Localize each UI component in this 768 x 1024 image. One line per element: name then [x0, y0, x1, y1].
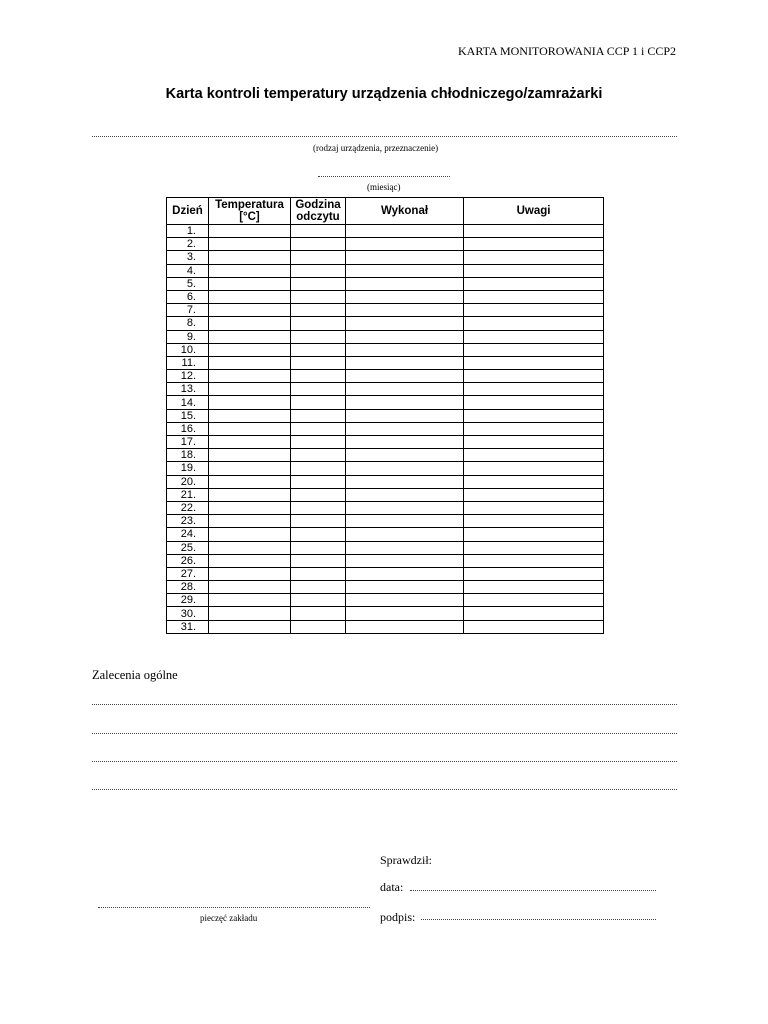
reading-time-cell[interactable] [291, 330, 346, 343]
temperature-cell[interactable] [209, 238, 291, 251]
month-field[interactable] [318, 176, 450, 177]
temperature-cell[interactable] [209, 475, 291, 488]
notes-cell[interactable] [464, 370, 604, 383]
table-row [167, 356, 604, 369]
performed-by-cell[interactable] [346, 594, 464, 607]
recommendations-line-3[interactable] [92, 761, 677, 762]
column-header-performed-by [346, 198, 464, 225]
day-cell: 13. [167, 383, 209, 396]
performed-by-cell[interactable] [346, 251, 464, 264]
reading-time-cell[interactable] [291, 409, 346, 422]
day-cell: 30. [167, 607, 209, 620]
table-row [167, 607, 604, 620]
recommendations-label: Zalecenia ogólne [92, 668, 178, 682]
day-cell: 16. [167, 422, 209, 435]
performed-by-cell[interactable] [346, 620, 464, 633]
column-header-day-label: Dzień [172, 205, 203, 217]
notes-cell[interactable] [464, 356, 604, 369]
performed-by-cell[interactable] [346, 488, 464, 501]
reading-time-cell[interactable] [291, 607, 346, 620]
temperature-cell[interactable] [209, 343, 291, 356]
performed-by-cell[interactable] [346, 541, 464, 554]
table-row [167, 343, 604, 356]
temperature-cell[interactable] [209, 383, 291, 396]
notes-cell[interactable] [464, 501, 604, 514]
notes-cell[interactable] [464, 620, 604, 633]
reading-time-cell[interactable] [291, 488, 346, 501]
performed-by-cell[interactable] [346, 567, 464, 580]
checked-by-label: Sprawdził: [380, 853, 432, 867]
temperature-cell[interactable] [209, 304, 291, 317]
column-header-day [167, 198, 209, 225]
performed-by-cell[interactable] [346, 436, 464, 449]
temperature-cell[interactable] [209, 581, 291, 594]
day-cell: 17. [167, 436, 209, 449]
temperature-cell[interactable] [209, 330, 291, 343]
column-header-temperature [209, 198, 291, 225]
column-header-reading-time-line2: odczytu [296, 211, 340, 223]
notes-cell[interactable] [464, 304, 604, 317]
performed-by-cell[interactable] [346, 475, 464, 488]
day-cell: 11. [167, 356, 209, 369]
day-cell: 14. [167, 396, 209, 409]
temperature-cell[interactable] [209, 594, 291, 607]
notes-cell[interactable] [464, 330, 604, 343]
stamp-caption: pieczęć zakładu [200, 913, 258, 923]
performed-by-cell[interactable] [346, 501, 464, 514]
performed-by-cell[interactable] [346, 607, 464, 620]
day-cell: 25. [167, 541, 209, 554]
reading-time-cell[interactable] [291, 304, 346, 317]
table-row [167, 436, 604, 449]
notes-cell[interactable] [464, 264, 604, 277]
day-cell: 8. [167, 317, 209, 330]
day-cell: 23. [167, 515, 209, 528]
performed-by-cell[interactable] [346, 462, 464, 475]
reading-time-cell[interactable] [291, 277, 346, 290]
performed-by-cell[interactable] [346, 528, 464, 541]
performed-by-cell[interactable] [346, 449, 464, 462]
table-row [167, 290, 604, 303]
reading-time-cell[interactable] [291, 290, 346, 303]
performed-by-cell[interactable] [346, 330, 464, 343]
temperature-cell[interactable] [209, 225, 291, 238]
day-cell: 2. [167, 238, 209, 251]
recommendations-line-2[interactable] [92, 733, 677, 734]
temperature-cell[interactable] [209, 515, 291, 528]
day-cell: 1. [167, 225, 209, 238]
performed-by-cell[interactable] [346, 343, 464, 356]
table-row [167, 528, 604, 541]
table-row [167, 501, 604, 514]
page-title: Karta kontroli temperatury urządzenia chłodniczego/zamrażarki [165, 86, 603, 102]
day-cell: 7. [167, 304, 209, 317]
column-header-performed-by-label: Wykonał [380, 205, 429, 217]
table-row [167, 475, 604, 488]
notes-cell[interactable] [464, 343, 604, 356]
day-cell: 24. [167, 528, 209, 541]
notes-cell[interactable] [464, 396, 604, 409]
reading-time-cell[interactable] [291, 317, 346, 330]
recommendations-line-1[interactable] [92, 704, 677, 705]
day-cell: 26. [167, 554, 209, 567]
date-label: data: [380, 880, 404, 894]
document-code: KARTA MONITOROWANIA CCP 1 i CCP2 [457, 44, 676, 58]
table-row [167, 515, 604, 528]
reading-time-cell[interactable] [291, 554, 346, 567]
reading-time-cell[interactable] [291, 251, 346, 264]
temperature-cell[interactable] [209, 501, 291, 514]
reading-time-cell[interactable] [291, 225, 346, 238]
table-header-row [167, 198, 604, 225]
temperature-cell[interactable] [209, 554, 291, 567]
day-cell: 27. [167, 567, 209, 580]
temperature-cell[interactable] [209, 449, 291, 462]
reading-time-cell[interactable] [291, 594, 346, 607]
temperature-cell[interactable] [209, 436, 291, 449]
day-cell: 6. [167, 290, 209, 303]
day-cell: 4. [167, 264, 209, 277]
day-cell: 15. [167, 409, 209, 422]
table-row [167, 409, 604, 422]
reading-time-cell[interactable] [291, 541, 346, 554]
temperature-cell[interactable] [209, 528, 291, 541]
notes-cell[interactable] [464, 238, 604, 251]
table-row [167, 422, 604, 435]
table-row [167, 449, 604, 462]
reading-time-cell[interactable] [291, 567, 346, 580]
reading-time-cell[interactable] [291, 620, 346, 633]
column-header-temperature-line1: Temperatura [215, 199, 284, 211]
day-cell: 31. [167, 620, 209, 633]
table-row [167, 317, 604, 330]
performed-by-cell[interactable] [346, 277, 464, 290]
notes-cell[interactable] [464, 541, 604, 554]
day-cell: 21. [167, 488, 209, 501]
column-header-notes-label: Uwagi [516, 205, 551, 217]
temperature-cell[interactable] [209, 462, 291, 475]
stamp-field[interactable] [98, 907, 370, 908]
table-row [167, 277, 604, 290]
table-row [167, 462, 604, 475]
day-cell: 29. [167, 594, 209, 607]
performed-by-cell[interactable] [346, 409, 464, 422]
temperature-log-table [166, 197, 604, 634]
reading-time-cell[interactable] [291, 370, 346, 383]
temperature-cell[interactable] [209, 356, 291, 369]
reading-time-cell[interactable] [291, 422, 346, 435]
signature-label: podpis: [380, 910, 416, 924]
day-cell: 3. [167, 251, 209, 264]
table-row [167, 396, 604, 409]
notes-cell[interactable] [464, 409, 604, 422]
temperature-cell[interactable] [209, 541, 291, 554]
table-row [167, 330, 604, 343]
temperature-cell[interactable] [209, 264, 291, 277]
performed-by-cell[interactable] [346, 264, 464, 277]
notes-cell[interactable] [464, 251, 604, 264]
performed-by-cell[interactable] [346, 238, 464, 251]
table-row [167, 581, 604, 594]
notes-cell[interactable] [464, 528, 604, 541]
notes-cell[interactable] [464, 475, 604, 488]
day-cell: 10. [167, 343, 209, 356]
table-row [167, 251, 604, 264]
reading-time-cell[interactable] [291, 528, 346, 541]
temperature-cell[interactable] [209, 277, 291, 290]
reading-time-cell[interactable] [291, 343, 346, 356]
table-row [167, 370, 604, 383]
notes-cell[interactable] [464, 290, 604, 303]
table-row [167, 567, 604, 580]
performed-by-cell[interactable] [346, 304, 464, 317]
reading-time-cell[interactable] [291, 581, 346, 594]
notes-cell[interactable] [464, 317, 604, 330]
table-row [167, 238, 604, 251]
column-header-temperature-line2: [°C] [239, 211, 260, 223]
performed-by-cell[interactable] [346, 356, 464, 369]
temperature-cell[interactable] [209, 396, 291, 409]
temperature-cell[interactable] [209, 251, 291, 264]
notes-cell[interactable] [464, 422, 604, 435]
temperature-cell[interactable] [209, 290, 291, 303]
table-row [167, 488, 604, 501]
performed-by-cell[interactable] [346, 422, 464, 435]
date-field[interactable] [410, 890, 656, 891]
day-cell: 28. [167, 581, 209, 594]
table-row [167, 264, 604, 277]
performed-by-cell[interactable] [346, 290, 464, 303]
table-row [167, 541, 604, 554]
performed-by-cell[interactable] [346, 370, 464, 383]
day-cell: 22. [167, 501, 209, 514]
performed-by-cell[interactable] [346, 581, 464, 594]
temperature-cell[interactable] [209, 409, 291, 422]
reading-time-cell[interactable] [291, 383, 346, 396]
notes-cell[interactable] [464, 554, 604, 567]
day-cell: 18. [167, 449, 209, 462]
device-type-caption: (rodzaj urządzenia, przeznaczenie) [313, 143, 439, 153]
performed-by-cell[interactable] [346, 225, 464, 238]
column-header-notes [464, 198, 604, 225]
temperature-cell[interactable] [209, 370, 291, 383]
day-cell: 5. [167, 277, 209, 290]
notes-cell[interactable] [464, 567, 604, 580]
day-cell: 19. [167, 462, 209, 475]
reading-time-cell[interactable] [291, 449, 346, 462]
reading-time-cell[interactable] [291, 396, 346, 409]
device-type-field[interactable] [92, 136, 677, 137]
day-cell: 12. [167, 370, 209, 383]
temperature-cell[interactable] [209, 317, 291, 330]
performed-by-cell[interactable] [346, 317, 464, 330]
notes-cell[interactable] [464, 462, 604, 475]
notes-cell[interactable] [464, 594, 604, 607]
table-row [167, 225, 604, 238]
table-row [167, 383, 604, 396]
temperature-cell[interactable] [209, 620, 291, 633]
column-header-reading-time [291, 198, 346, 225]
signature-field[interactable] [421, 919, 656, 920]
reading-time-cell[interactable] [291, 501, 346, 514]
temperature-cell[interactable] [209, 607, 291, 620]
notes-cell[interactable] [464, 436, 604, 449]
month-caption: (miesiąc) [367, 182, 401, 192]
performed-by-cell[interactable] [346, 383, 464, 396]
notes-cell[interactable] [464, 607, 604, 620]
day-cell: 9. [167, 330, 209, 343]
day-cell: 20. [167, 475, 209, 488]
table-row [167, 304, 604, 317]
notes-cell[interactable] [464, 581, 604, 594]
temperature-cell[interactable] [209, 567, 291, 580]
notes-cell[interactable] [464, 383, 604, 396]
column-header-reading-time-line1: Godzina [295, 199, 341, 211]
recommendations-line-4[interactable] [92, 789, 677, 790]
notes-cell[interactable] [464, 225, 604, 238]
notes-cell[interactable] [464, 449, 604, 462]
notes-cell[interactable] [464, 488, 604, 501]
reading-time-cell[interactable] [291, 475, 346, 488]
reading-time-cell[interactable] [291, 238, 346, 251]
temperature-cell[interactable] [209, 488, 291, 501]
reading-time-cell[interactable] [291, 462, 346, 475]
performed-by-cell[interactable] [346, 515, 464, 528]
table-row [167, 554, 604, 567]
performed-by-cell[interactable] [346, 396, 464, 409]
temperature-cell[interactable] [209, 422, 291, 435]
reading-time-cell[interactable] [291, 356, 346, 369]
notes-cell[interactable] [464, 515, 604, 528]
reading-time-cell[interactable] [291, 264, 346, 277]
notes-cell[interactable] [464, 277, 604, 290]
table-row [167, 594, 604, 607]
performed-by-cell[interactable] [346, 554, 464, 567]
reading-time-cell[interactable] [291, 515, 346, 528]
table-row [167, 620, 604, 633]
reading-time-cell[interactable] [291, 436, 346, 449]
